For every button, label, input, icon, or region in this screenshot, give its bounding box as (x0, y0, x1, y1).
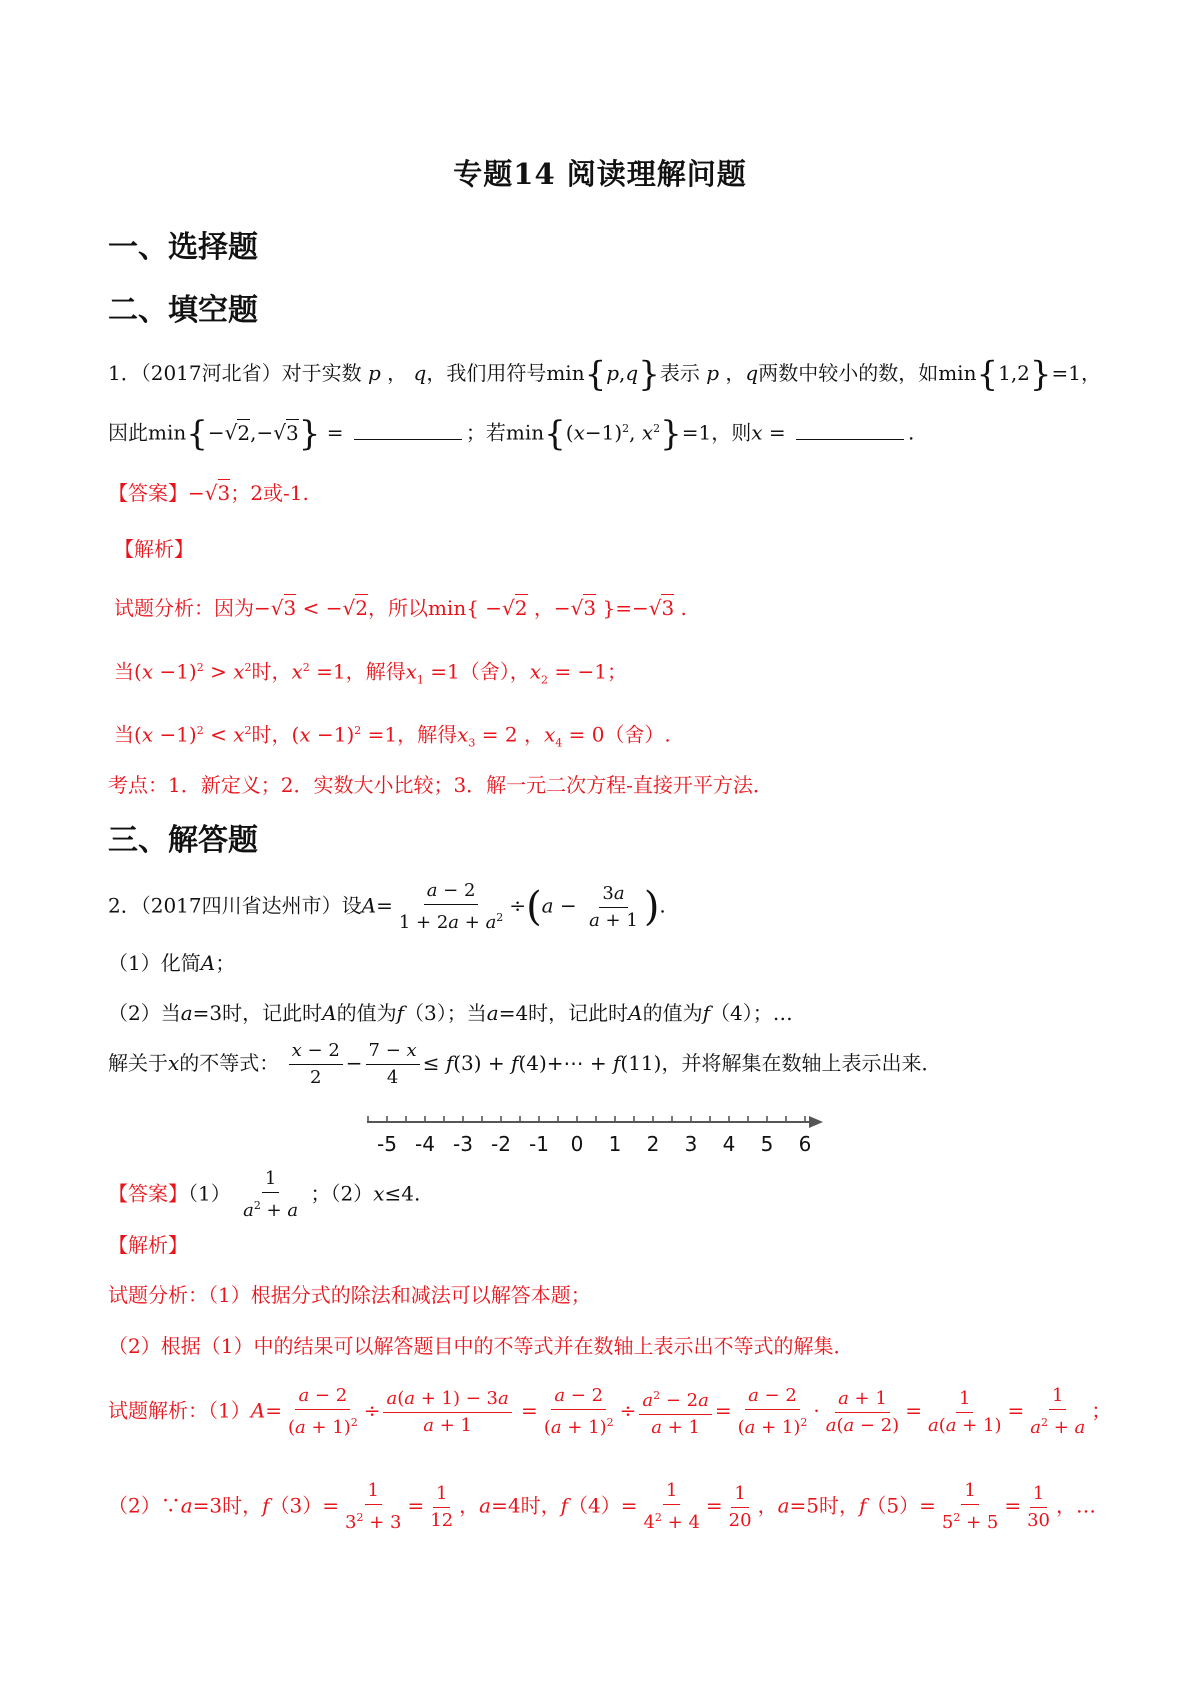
q2-solution-line1: 试题解析：（1）A= $\frac{a - 2}{(a + 1)^2}$ ÷ $\frac{a(a + 1) - 3a}{a + 1}$ = $\frac{a - 2}{(a + 1)^2}$ ÷ $\frac{a^2 - 2a}{a + 1}$ = $\frac{a - 2}{(a + 1)^2}$ · $\frac{a + 1}{a(a - 2)}$ = $\frac{1}{a(a + 1)}$ = $\frac{1}{a^2 + a}$ ； (108, 1385, 1112, 1438)
section-heading-solve: 三、解答题 (108, 823, 258, 858)
q1-analysis-line1: 试题分析：因为−√3 < −√2，所以min{ −√2 ，−√3 }=−√3 . (114, 596, 687, 620)
q2-part1: （1）化简A； (108, 951, 236, 975)
q2-analysis-line1: 试题分析：（1）根据分式的除法和减法可以解答本题； (108, 1283, 591, 1307)
q1-answer: 【答案】−√3；2或-1. (108, 481, 309, 505)
q2-statement: 2．（2017四川省达州市）设A= $\frac{a - 2}{1 + 2a + a^2}$ ÷(a − $\frac{3a}{a + 1}$ ). (108, 880, 666, 933)
q2-part2: （2）当a=3时，记此时A的值为f（3）；当a=4时，记此时A的值为f（4）；… (108, 1001, 793, 1025)
number-line-label: -1 (529, 1132, 549, 1156)
q2-analysis-line2: （2）根据（1）中的结果可以解答题目中的不等式并在数轴上表示出不等式的解集． (108, 1334, 854, 1358)
number-line-label: -5 (377, 1132, 397, 1156)
number-line-label: 4 (722, 1132, 736, 1156)
number-line-label: 3 (684, 1132, 698, 1156)
number-line-label: 1 (608, 1132, 622, 1156)
q1-statement-line1: 1．（2017河北省）对于实数 p ， q，我们用符号min{p,q}表示 p ，q两数中较小的数，如min{1,2}=1， (108, 354, 1102, 395)
q1-analysis-line2: 当$(x -1)^2 > x^2$时，$x^2 =1$，解得$x_1 =1$（舍），$x_2 = -1$； (114, 659, 628, 687)
number-line-label: -2 (491, 1132, 511, 1156)
q1-statement-line2: 因此min{−√2,−√3} = ；若$\min\{(x-1)^2$, $x^2\}=1$，则x = . (108, 414, 915, 455)
number-line-axis (365, 1108, 825, 1132)
answer-blank-1 (354, 421, 462, 440)
q2-analysis-label: 【解析】 (108, 1233, 188, 1257)
q1-kaodian: 考点：1．新定义；2．实数大小比较；3．解一元二次方程-直接开平方法． (108, 773, 773, 797)
number-line-label: -4 (415, 1132, 435, 1156)
q2-inequality: 解关于x的不等式： $\frac{x - 2}{2}$ − $\frac{7 - x}{4}$ ≤ f(3) + f(4)+⋯ + f(11)，并将解集在数轴上表示出来． (108, 1040, 942, 1088)
number-line-label: 2 (646, 1132, 660, 1156)
q2-solution-line2: （2）∵a=3时，f（3）= $\frac{1}{3^2 + 3}$ = $\frac{1}{12}$ ，a=4时，f（4）= $\frac{1}{4^2 + 4}$ = $\frac{1}{20}$ ，a=5时，f（5）= $\frac{1}{5^2 + 5}$ = $\frac{1}{30}$ ，… (108, 1480, 1096, 1533)
q2-answer: 【答案】（1） $\frac{1}{a^2 + a}$ ；（2）x≤4. (108, 1168, 421, 1221)
answer-blank-2 (796, 421, 904, 440)
q1-analysis-line3: 当$(x -1)^2 < x^2$时，$(x -1)^2 =1$，解得$x_3 = 2$ ，$x_4 = 0$（舍）. (114, 722, 671, 750)
section-heading-fill: 二、填空题 (108, 293, 258, 328)
number-line-label: 6 (798, 1132, 812, 1156)
page-title: 专题14 阅读理解问题 (453, 157, 747, 191)
number-line-label: -3 (453, 1132, 473, 1156)
number-line-label: 0 (570, 1132, 584, 1156)
number-line-label: 5 (760, 1132, 774, 1156)
section-heading-choice: 一、选择题 (108, 230, 258, 265)
q1-analysis-label: 【解析】 (114, 537, 194, 561)
